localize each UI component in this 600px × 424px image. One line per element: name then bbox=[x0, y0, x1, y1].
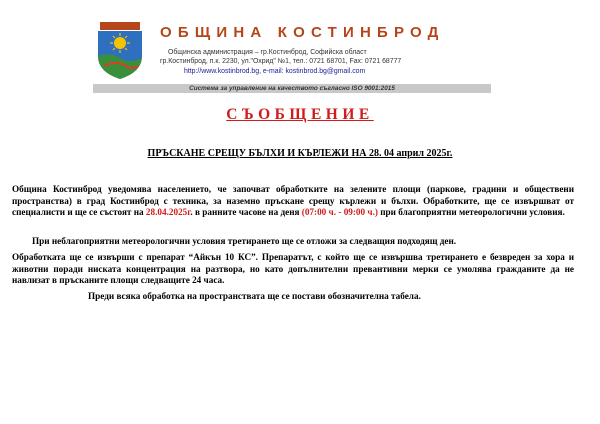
announcement-text-a: Община Костинброд уведомява населението, че започват обработките на зелените площи (паркове, градини и обществени пространства) в град Костинброд с техника, за наземно пръскане срещу кърлежи и бълхи. Обработките, ще се извършват от специалисти и ще се състоят на bbox=[12, 184, 574, 217]
web-email-link[interactable]: http://www.kostinbrod.bg, e-mail: kostinbrod.bg@gmail.com bbox=[184, 68, 366, 75]
paragraph-postponement: При неблагоприятни метеорологични условия третирането ще се отложи за следващия подходящ ден. bbox=[32, 236, 457, 246]
administration-address: Общинска администрация – гр.Костинброд, Софийска област bbox=[168, 49, 367, 56]
announcement-text-b: . в ранните часове на деня bbox=[190, 207, 302, 217]
paragraph-preparation: Обработката ще се извърши с препарат “Айкън 10 КС”. Препаратът, с който ще се извършва третирането е безвреден за хора и животни поради ниската концентрация на разтвора, но като допълнителни превантивни мерки се умолява гражданите да не навлизат в пръсканите площи следващите 24 часа. bbox=[12, 252, 574, 285]
municipality-crest bbox=[96, 22, 144, 80]
treatment-time: (07:00 ч. - 09:00 ч.) bbox=[301, 207, 378, 217]
municipality-name: ОБЩИНА КОСТИНБРОД bbox=[160, 24, 445, 41]
treatment-date: 28.04.2025г bbox=[145, 207, 191, 217]
contact-info: гр.Костинброд, п.к. 2230, ул."Охрид" №1, тел.: 0721 68701, Fax: 0721 68777 bbox=[160, 58, 402, 65]
iso-certification-bar: Система за управление на качеството съгласно ISO 9001:2015 bbox=[93, 84, 491, 93]
notice-subtitle: ПРЪСКАНЕ СРЕЩУ БЪЛХИ И КЪРЛЕЖИ НА 28. 04 април 2025г. bbox=[147, 148, 453, 159]
paragraph-signage: Преди всяка обработка на пространствата ще се постави обозначителна табела. bbox=[88, 291, 421, 301]
notice-title: СЪОБЩЕНИЕ bbox=[226, 106, 374, 123]
announcement-text-c: при благоприятни метеорологични условия. bbox=[377, 207, 565, 217]
paragraph-announcement bbox=[12, 184, 574, 219]
